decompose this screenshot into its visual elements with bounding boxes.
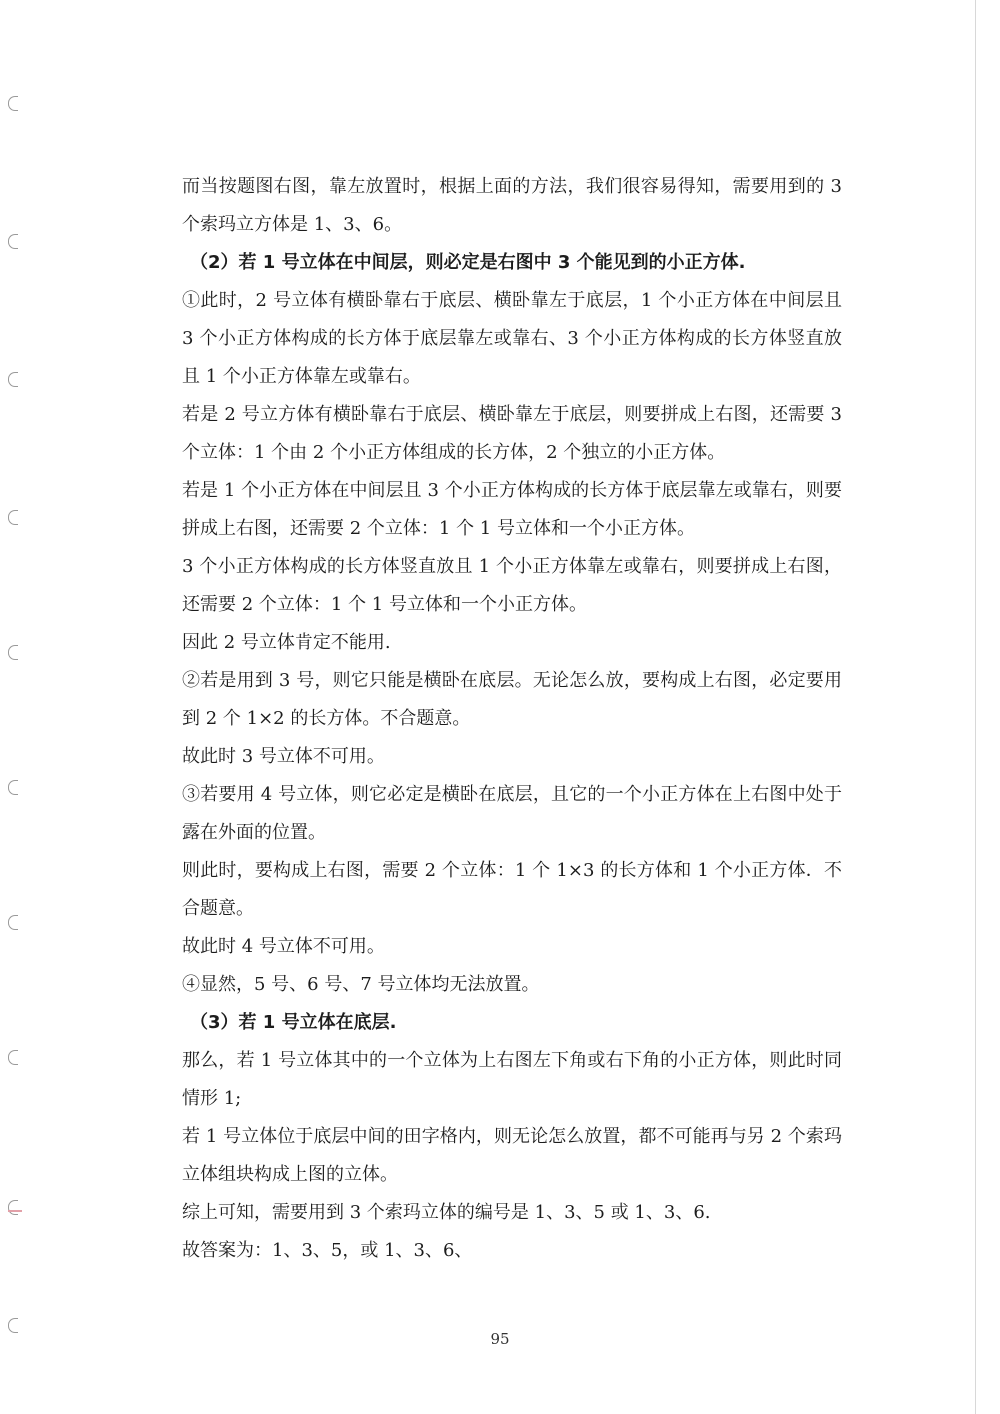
binding-hole [8, 234, 18, 249]
page-number: 95 [490, 1330, 510, 1348]
binding-hole [8, 1200, 18, 1215]
paragraph: 因此 2 号立体肯定不能用. [182, 632, 391, 653]
paragraph: 则此时，要构成上右图，需要 2 个立体：1 个 1×3 的长方体和 1 个小正方体．不合题意。 [182, 860, 842, 919]
paragraph: 故此时 3 号立体不可用。 [182, 746, 385, 767]
paragraph: ①此时，2 号立体有横卧靠右于底层、横卧靠左于底层，1 个小正方体在中间层且 3 个小正方体构成的长方体于底层靠左或靠右、3 个小正方体构成的长方体竖直放且 1 个小正方体靠左或靠右。 [182, 290, 842, 387]
section-heading: （3）若 1 号立体在底层. [190, 1012, 397, 1033]
page-edge-line [975, 0, 976, 1414]
binding-hole [8, 1050, 18, 1065]
paragraph: 若是 1 个小正方体在中间层且 3 个小正方体构成的长方体于底层靠左或靠右，则要拼成上右图，还需要 2 个立体：1 个 1 号立体和一个小正方体。 [182, 480, 842, 539]
paragraph: ④显然，5 号、6 号、7 号立体均无法放置。 [182, 974, 540, 995]
paragraph: 而当按题图右图，靠左放置时，根据上面的方法，我们很容易得知，需要用到的 3 个索玛立方体是 1、3、6。 [182, 176, 842, 235]
paragraph: 故答案为：1、3、5，或 1、3、6、 [182, 1240, 473, 1261]
paragraph: 若 1 号立体位于底层中间的田字格内，则无论怎么放置，都不可能再与另 2 个索玛立体组块构成上图的立体。 [182, 1126, 842, 1185]
document-body [182, 168, 842, 1270]
paragraph: 综上可知，需要用到 3 个索玛立体的编号是 1、3、5 或 1、3、6. [182, 1202, 711, 1223]
paragraph: 故此时 4 号立体不可用。 [182, 936, 385, 957]
paragraph: 若是 2 号立方体有横卧靠右于底层、横卧靠左于底层，则要拼成上右图，还需要 3 个立体：1 个由 2 个小正方体组成的长方体，2 个独立的小正方体。 [182, 404, 842, 463]
binding-hole [8, 645, 18, 660]
paragraph: ③若要用 4 号立体，则它必定是横卧在底层，且它的一个小正方体在上右图中处于露在外面的位置。 [182, 784, 842, 843]
section-heading: （2）若 1 号立体在中间层，则必定是右图中 3 个能见到的小正方体. [190, 252, 746, 273]
binding-hole [8, 96, 18, 111]
paragraph: 3 个小正方体构成的长方体竖直放且 1 个小正方体靠左或靠右，则要拼成上右图，还需要 2 个立体：1 个 1 号立体和一个小正方体。 [182, 556, 842, 615]
red-margin-mark [8, 1210, 22, 1212]
binding-hole [8, 915, 18, 930]
paragraph: 那么，若 1 号立体其中的一个立体为上右图左下角或右下角的小正方体，则此时同情形 1; [182, 1050, 842, 1109]
binding-hole [8, 780, 18, 795]
binding-holes [8, 0, 28, 1414]
binding-hole [8, 510, 18, 525]
paragraph: ②若是用到 3 号，则它只能是横卧在底层。无论怎么放，要构成上右图，必定要用到 2 个 1×2 的长方体。不合题意。 [182, 670, 842, 729]
binding-hole [8, 372, 18, 387]
